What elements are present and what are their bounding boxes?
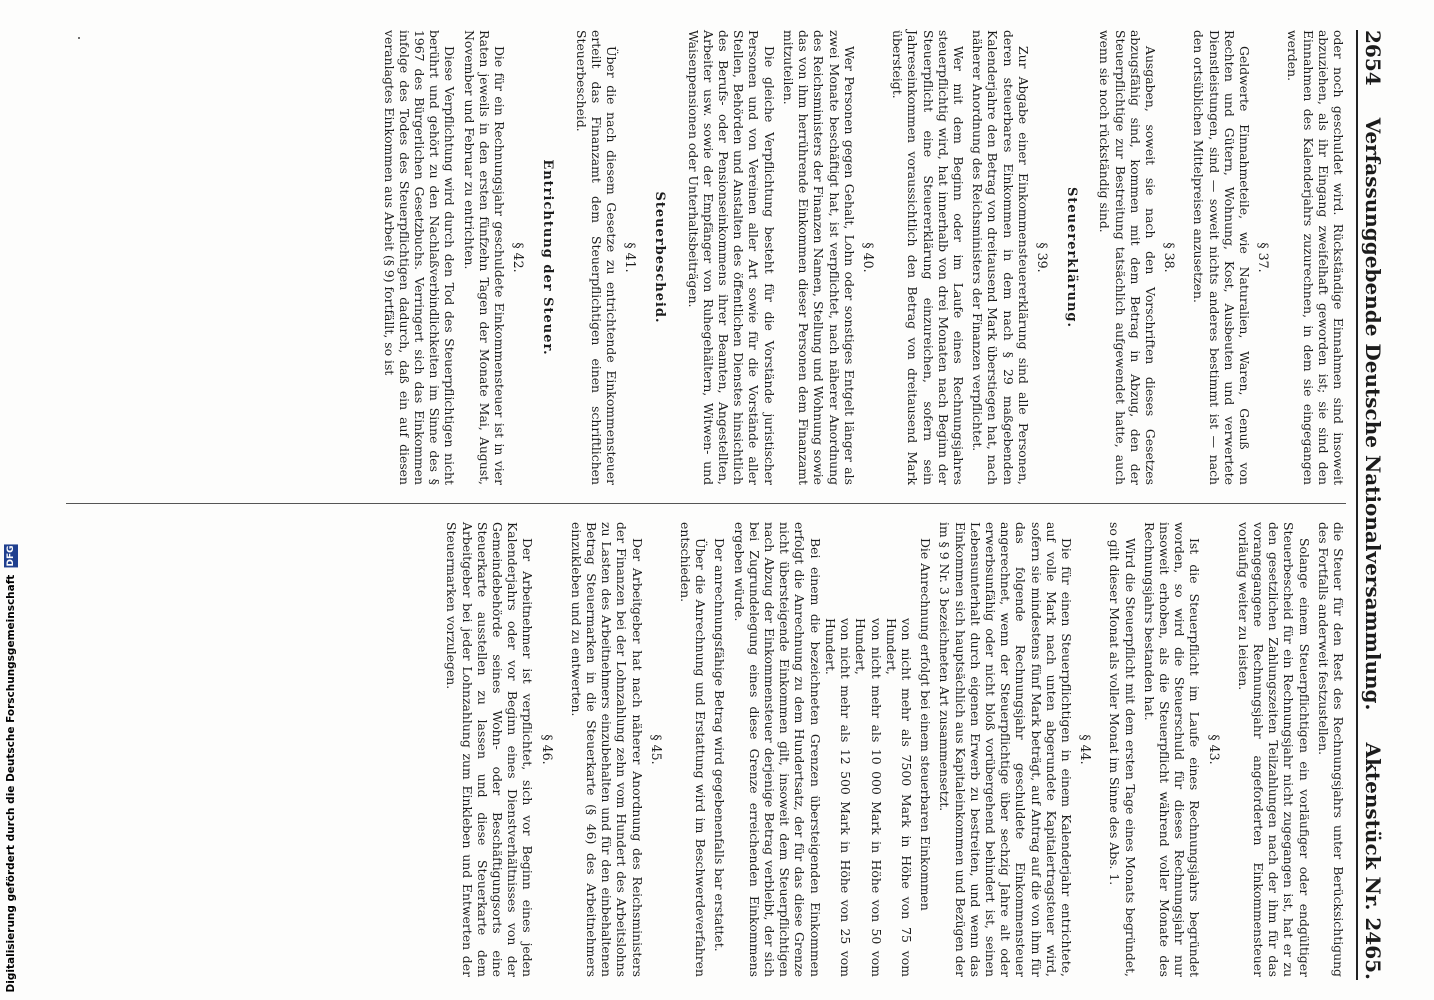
rotated-document-page: [60, 30, 1390, 980]
section-number: § 44.: [1078, 734, 1094, 765]
section-number: § 42.: [511, 242, 527, 273]
right-column: [440, 522, 1346, 977]
paragraph: Ist die Steuerpflicht im Laufe eines Rechnungsjahrs begründet worden, so wird die Steuerschuld für dieses Rechnungsjahr nur insoweit erhoben, als die Steuerpflicht während voller Monate des Rechnungsjahrs bestanden hat.: [1141, 522, 1203, 977]
page-header: [1356, 30, 1390, 980]
page-number: 2654: [1361, 30, 1385, 86]
section-heading: Steuerbescheid.: [652, 191, 668, 324]
paragraph: oder noch geschuldet wird. Rückständige Einnahmen sind insoweit abzuziehen, als ihr Eingang zweifelhaft geworden ist; sie sind den Einnahmen des Kalenderjahrs zuzurechnen, in dem sie eingegangen werden.: [1285, 30, 1346, 485]
paragraph: Der Arbeitnehmer ist verpflichtet, sich vor Beginn eines jeden Kalenderjahrs oder vor Beginn eines Dienstverhältnisses von der Gemeindebehörde seines Wohn- oder Beschäftigungsorts eine Steuerkarte ausstellen zu lassen und diese Steuerkarte dem Arbeitgeber bei jeder Lohnzahlung zum Einkleben und Entwerten der Steuermarken vorzulegen.: [444, 522, 536, 977]
paragraph: Solange einem Steuerpflichtigen ein vorläufiger oder endgültiger Steuerbescheid für ein Rechnungsjahr nicht zugegangen ist, hat er zu den gesetzlichen Zahlungszeiten Teilzahlungen nach der ihm für das vorangegangene Rechnungsjahr angeforderten Einkommensteuer vorläufig weiter zu leisten.: [1235, 522, 1312, 977]
paragraph: Die gleiche Verpflichtung besteht für die Vorstände juristischer Personen und von Vereinen aller Art sowie für die Vorstände aller Stellen, Behörden und Anstalten des öffentlichen Dienstes hinsichtlich des Berufs- oder Pensionseinkommens ihrer Beamten, Angestellten, Arbeiter usw. sowie der Empfänger von Ruhegehältern, Witwen- und Waisenpensionen oder Unterhaltsbeiträgen.: [685, 30, 777, 485]
paragraph: Über die nach diesem Gesetze zu entrichtende Einkommensteuer erteilt das Finanzamt dem Steuerpflichtigen einen schriftlichen Steuerbescheid.: [573, 30, 620, 485]
section-number: § 43.: [1206, 734, 1222, 765]
income-bracket: von nicht mehr als 12 500 Mark in Höhe von 25 vom Hundert.: [822, 618, 854, 977]
income-bracket: von nicht mehr als 7500 Mark in Höhe von 75 vom Hundert,: [883, 618, 914, 977]
paragraph: Wer mit dem Beginn oder im Laufe eines Rechnungsjahres steuerpflichtig wird, hat innerhalb von drei Monaten nach Beginn der Steuerpflicht eine Steuererklärung einzureichen, sofern sein Jahreseinkommen voraussichtlich den Betrag von dreitausend Mark übersteigt.: [890, 30, 966, 485]
section-number: § 41.: [623, 242, 639, 273]
paragraph: Die für ein Rechnungsjahr geschuldete Einkommensteuer ist in vier Raten jeweils in den ersten fünfzehn Tagen der Monate Mai, August, November und Februar zu entrichten.: [461, 30, 508, 485]
paragraph: Geldwerte Einnahmeteile, wie Naturalien, Waren, Genuß von Rechten und Gütern, Wohnung, Kost, Ausbeuten und verwertete Dienstleistungen, sind — soweit nichts anderes bestimmt ist — nach den ortsüblichen Mittelpreisen anzusetzen.: [1191, 30, 1252, 485]
income-bracket: von nicht mehr als 10 000 Mark in Höhe von 50 vom Hundert,: [853, 618, 884, 977]
dfg-logo: DFG: [6, 544, 16, 566]
paragraph: Bei einem die bezeichneten Grenzen übersteigenden Einkommen erfolgt die Anrechnung zu dem Hundertsatz, der für das diese Grenze nicht übersteigende Einkommen gilt, insoweit dem Steuerpflichtigen nach Abzug der Einkommensteuer derjenige Betrag verbleibt, der sich bei Zugrundelegung eines diese Grenze erreichenden Einkommens ergeben würde.: [731, 522, 823, 977]
section-number: § 39.: [1034, 242, 1050, 273]
paragraph: Wird die Steuerpflicht mit dem ersten Tage eines Monats begründet, so gilt dieser Monat als voller Monat im Sinne des Abs. 1.: [1107, 522, 1138, 977]
credit-text: Digitalisierung gefördert durch die Deutsche Forschungsgemeinschaft: [5, 574, 17, 992]
paragraph: Ausgaben, soweit sie nach den Vorschriften dieses Gesetzes abzugsfähig sind, kommen mit dem Betrag in Abzug, den der Steuerpflichtige zur Bestreitung tatsächlich aufgewendet hatte, auch wenn sie noch rückständig sind.: [1097, 30, 1158, 485]
paragraph: Der Arbeitgeber hat nach näherer Anordnung des Reichsministers der Finanzen bei der Lohnzahlung zehn vom Hundert des Arbeitslohns zu Lasten des Arbeitnehmers einzubehalten und für den einbehaltenen Betrag Steuermarken in die Steuerkarte (§ 46) des Arbeitnehmers einzukleben und zu entwerten.: [568, 522, 645, 977]
document-reference: Aktenstück Nr. 2465.: [1361, 742, 1385, 980]
section-number: § 38.: [1162, 242, 1178, 273]
paragraph: Die Anrechnung erfolgt bei einem steuerbaren Einkommen: [918, 538, 934, 911]
section-number: § 45.: [648, 734, 664, 765]
paragraph: Zur Abgabe einer Einkommensteuererklärung sind alle Personen, deren steuerbares Einkommen in dem nach § 29 maßgebenden Kalenderjahre den Betrag von dreitausend Mark überstiegen hat, nach näherer Anordnung des Reichsministers der Finanzen verpflichtet.: [970, 30, 1031, 485]
section-heading: Entrichtung der Steuer.: [540, 159, 556, 356]
paragraph: Wer Personen gegen Gehalt, Lohn oder sonstiges Entgelt länger als zwei Monate beschäftigt hat, ist verpflichtet, nach näherer Anordnung des Reichsministers der Finanzen Namen, Stellung und Wohnung sowie das von ihm herrührende Einkommen dieser Personen dem Finanzamt mitzuteilen.: [780, 30, 857, 485]
digitization-credit: [4, 544, 18, 992]
section-number: § 40.: [860, 242, 876, 273]
paragraph: die Steuer für den Rest des Rechnungsjahrs unter Berücksichtigung des Fortfalls anderweit festzustellen.: [1315, 522, 1346, 977]
paragraph: Diese Verpflichtung wird durch den Tod des Steuerpflichtigen nicht berührt und gehört zu den Nachlaßverbindlichkeiten im Sinne des § 1967 des Bürgerlichen Gesetzbuchs. Verringert sich das Einkommen infolge des Todes des Steuerpflichtigen dadurch, daß ein auf diesen veranlagtes Einkommen aus Arbeit (§ 9) fortfällt, so ist: [381, 30, 458, 485]
column-divider: [66, 503, 1346, 504]
left-column: [377, 30, 1346, 485]
paragraph: Die für einen Steuerpflichtigen in einem Kalenderjahr entrichtete, auf volle Mark nach unten abgerundete Kapitalertragsteuer wird, sofern sie mindestens fünf Mark beträgt, auf Antrag auf die von ihm für das folgende Rechnungsjahr geschuldete Einkommensteuer angerechnet, wenn der Steuerpflichtige über sechzig Jahre alt oder erwerbsunfähig oder nicht bloß vorübergehend behindert ist, seinen Lebensunterhalt durch eigenen Erwerb zu bestreiten, und wenn das Einkommen sich hauptsächlich aus Kapitaleinkommen und Bezügen der im § 9 Nr. 3 bezeichneten Art zusammensetzt.: [937, 522, 1074, 977]
paragraph: Der anrechnungsfähige Betrag wird gegebenenfalls bar erstattet.: [712, 538, 728, 952]
paragraph: Über die Anrechnung und Erstattung wird im Beschwerdeverfahren entschieden.: [678, 522, 709, 977]
section-number: § 46.: [539, 734, 555, 765]
section-number: § 37.: [1256, 242, 1272, 273]
page-title: Verfassunggebende Deutsche Nationalversammlung.: [1361, 117, 1385, 711]
section-heading: Steuererklärung.: [1064, 186, 1080, 329]
